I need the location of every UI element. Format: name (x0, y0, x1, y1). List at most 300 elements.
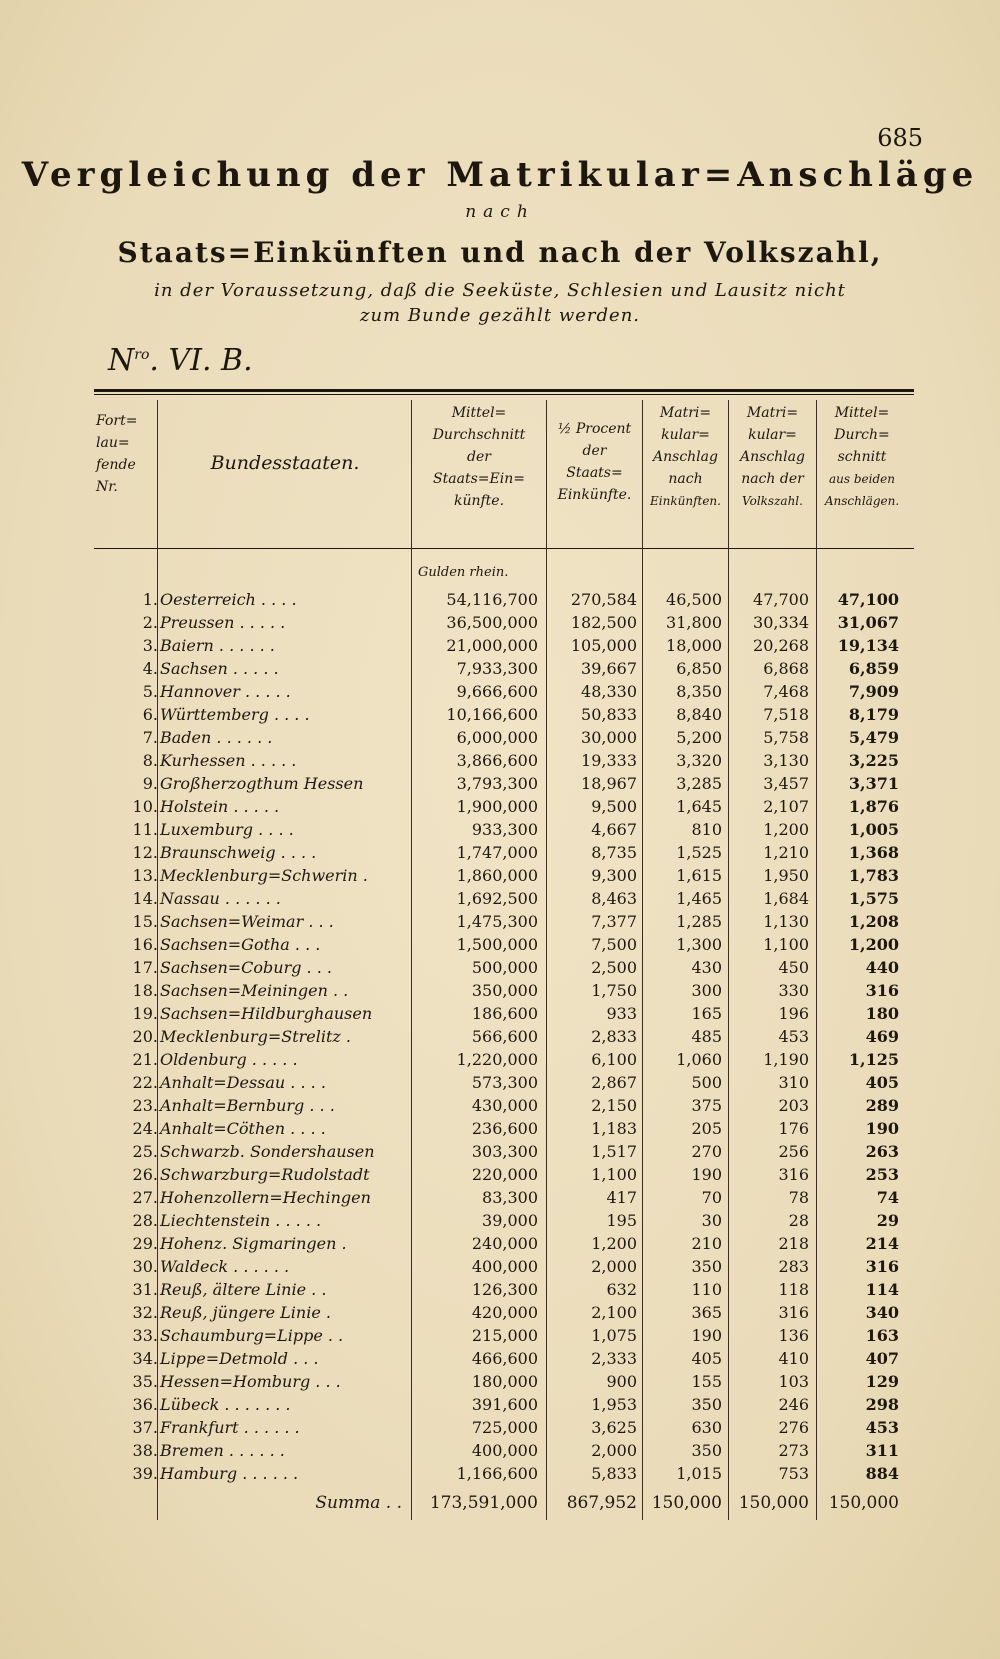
table-row (0, 1234, 1000, 1257)
table-row (0, 1372, 1000, 1395)
table-cell: 39,667 (581, 659, 637, 678)
table-cell: 405 (865, 1073, 899, 1092)
table-cell: 31,067 (837, 613, 899, 632)
table-cell: 273 (778, 1441, 809, 1460)
table-row (0, 1257, 1000, 1280)
header-text: Mittel= (834, 405, 890, 421)
table-cell: 196 (778, 1004, 809, 1023)
table-cell: 126,300 (471, 1280, 538, 1299)
table-cell: 7,909 (848, 682, 899, 701)
row-number: 8. (142, 751, 158, 770)
table-cell: 350 (691, 1257, 722, 1276)
state-name: Großherzogthum Hessen (160, 774, 364, 793)
header-mittel-durchschnitt (412, 402, 546, 512)
table-row (0, 659, 1000, 682)
header-text: nach der (741, 471, 804, 487)
table-cell: 3,625 (591, 1418, 637, 1437)
table-cell: 453 (778, 1027, 809, 1046)
table-cell: 1,200 (763, 820, 809, 839)
table-cell: 7,933,300 (456, 659, 538, 678)
header-text: Durch= (834, 427, 890, 443)
table-row (0, 1004, 1000, 1027)
table-cell: 2,833 (591, 1027, 637, 1046)
header-text: Matri= (746, 405, 799, 421)
table-cell: 350 (691, 1441, 722, 1460)
row-number: 10. (132, 797, 158, 816)
state-name: Schwarzb. Sondershausen (160, 1142, 375, 1161)
table-cell: 103 (778, 1372, 809, 1391)
table-cell: 270 (691, 1142, 722, 1161)
table-number-sup: ro (134, 347, 150, 363)
table-cell: 810 (691, 820, 722, 839)
row-number: 31. (132, 1280, 158, 1299)
table-cell: 1,200 (591, 1234, 637, 1253)
table-cell: 129 (865, 1372, 899, 1391)
table-cell: 186,600 (471, 1004, 538, 1023)
table-cell: 39,000 (482, 1211, 538, 1230)
table-cell: 1,876 (848, 797, 899, 816)
table-row (0, 1441, 1000, 1464)
table-cell: 753 (778, 1464, 809, 1483)
table-cell: 78 (788, 1188, 809, 1207)
table-row (0, 1165, 1000, 1188)
table-cell: 3,457 (763, 774, 809, 793)
row-number: 5. (142, 682, 158, 701)
header-mittel-beiden (817, 402, 907, 512)
table-cell: 410 (778, 1349, 809, 1368)
table-cell: 9,666,600 (456, 682, 538, 701)
state-name: Holstein . . . . . (160, 797, 280, 816)
table-cell: 47,700 (753, 590, 809, 609)
table-cell: 316 (778, 1165, 809, 1184)
row-number: 19. (132, 1004, 158, 1023)
table-cell: 2,150 (591, 1096, 637, 1115)
row-number: 1. (142, 590, 158, 609)
header-text: aus beiden (829, 472, 895, 486)
table-cell: 3,225 (848, 751, 899, 770)
row-number: 30. (132, 1257, 158, 1276)
state-name: Reuß, ältere Linie . . (160, 1280, 327, 1299)
table-cell: 5,479 (848, 728, 899, 747)
table-cell: 180 (865, 1004, 899, 1023)
state-name: Liechtenstein . . . . . (160, 1211, 322, 1230)
table-cell: 1,900,000 (456, 797, 538, 816)
state-name: Sachsen=Hildburghausen (160, 1004, 373, 1023)
header-text: Einkünften. (650, 494, 721, 508)
table-cell: 1,005 (848, 820, 899, 839)
row-number: 28. (132, 1211, 158, 1230)
state-name: Hohenzollern=Hechingen (160, 1188, 371, 1207)
state-name: Baden . . . . . . (160, 728, 273, 747)
table-cell: 7,518 (763, 705, 809, 724)
top-rule-thin (94, 394, 914, 395)
state-name: Württemberg . . . . (160, 705, 310, 724)
table-cell: 303,300 (471, 1142, 538, 1161)
table-cell: 10,166,600 (446, 705, 538, 724)
table-cell: 1,645 (676, 797, 722, 816)
table-cell: 400,000 (471, 1257, 538, 1276)
header-nr (96, 410, 156, 498)
table-cell: 176 (778, 1119, 809, 1138)
table-cell: 136 (778, 1326, 809, 1345)
table-cell: 118 (778, 1280, 809, 1299)
table-cell: 1,465 (676, 889, 722, 908)
table-cell: 1,210 (763, 843, 809, 862)
table-row (0, 1349, 1000, 1372)
table-cell: 3,371 (848, 774, 899, 793)
row-number: 13. (132, 866, 158, 885)
table-cell: 1,130 (763, 912, 809, 931)
table-cell: 1,575 (848, 889, 899, 908)
table-cell: 276 (778, 1418, 809, 1437)
state-name: Oesterreich . . . . (160, 590, 297, 609)
state-name: Bremen . . . . . . (160, 1441, 285, 1460)
table-cell: 1,953 (591, 1395, 637, 1414)
row-number: 4. (142, 659, 158, 678)
header-bundesstaaten (160, 452, 410, 474)
table-number-n: N (108, 343, 135, 378)
table-cell: 450 (778, 958, 809, 977)
table-cell: 407 (865, 1349, 899, 1368)
table-cell: 500 (691, 1073, 722, 1092)
state-name: Anhalt=Cöthen . . . . (160, 1119, 326, 1138)
state-name: Kurhessen . . . . . (160, 751, 297, 770)
table-cell: 9,500 (591, 797, 637, 816)
state-name: Oldenburg . . . . . (160, 1050, 298, 1069)
table-cell: 218 (778, 1234, 809, 1253)
table-cell: 417 (606, 1188, 637, 1207)
header-text: der (582, 443, 607, 459)
row-number: 6. (142, 705, 158, 724)
table-cell: 298 (865, 1395, 899, 1414)
table-cell: 190 (691, 1326, 722, 1345)
row-number: 3. (142, 636, 158, 655)
header-text: schnitt (837, 449, 887, 465)
row-number: 16. (132, 935, 158, 954)
table-row (0, 958, 1000, 981)
row-number: 33. (132, 1326, 158, 1345)
state-name: Hamburg . . . . . . (160, 1464, 299, 1483)
table-cell: 566,600 (471, 1027, 538, 1046)
table-cell: 2,000 (591, 1257, 637, 1276)
table-cell: 2,500 (591, 958, 637, 977)
table-row (0, 1027, 1000, 1050)
state-name: Sachsen=Coburg . . . (160, 958, 332, 977)
table-cell: 310 (778, 1073, 809, 1092)
row-number: 25. (132, 1142, 158, 1161)
table-cell: 1,368 (848, 843, 899, 862)
table-cell: 240,000 (471, 1234, 538, 1253)
table-cell: 263 (865, 1142, 899, 1161)
table-cell: 1,525 (676, 843, 722, 862)
table-row (0, 843, 1000, 866)
table-cell: 4,667 (591, 820, 637, 839)
table-cell: 3,320 (676, 751, 722, 770)
state-name: Waldeck . . . . . . (160, 1257, 290, 1276)
table-cell: 1,300 (676, 935, 722, 954)
header-text: der (467, 449, 491, 465)
table-cell: 630 (691, 1418, 722, 1437)
table-cell: 47,100 (837, 590, 899, 609)
table-cell: 7,500 (591, 935, 637, 954)
table-cell: 19,333 (581, 751, 637, 770)
table-row (0, 912, 1000, 935)
table-cell: 1,060 (676, 1050, 722, 1069)
table-cell: 365 (691, 1303, 722, 1322)
table-cell: 1,208 (848, 912, 899, 931)
row-number: 2. (142, 613, 158, 632)
table-cell: 1,166,600 (456, 1464, 538, 1483)
table-row (0, 1073, 1000, 1096)
table-cell: 83,300 (482, 1188, 538, 1207)
top-rule-thick (94, 389, 914, 392)
header-text: kular= (661, 427, 710, 443)
table-cell: 28 (788, 1211, 809, 1230)
state-name: Hohenz. Sigmaringen . (160, 1234, 347, 1253)
table-cell: 6,100 (591, 1050, 637, 1069)
table-cell: 3,866,600 (456, 751, 538, 770)
state-name: Hannover . . . . . (160, 682, 291, 701)
summa-cell: 150,000 (828, 1493, 899, 1513)
state-name: Sachsen=Gotha . . . (160, 935, 321, 954)
header-text: Anschlag (653, 449, 718, 465)
summa-cell: 150,000 (651, 1493, 722, 1513)
table-cell: 884 (865, 1464, 899, 1483)
header-text: Staats= (566, 465, 623, 481)
row-number: 12. (132, 843, 158, 862)
table-cell: 30,000 (581, 728, 637, 747)
table-cell: 300 (691, 981, 722, 1000)
table-row (0, 682, 1000, 705)
state-name: Sachsen=Meiningen . . (160, 981, 349, 1000)
table-cell: 933,300 (471, 820, 538, 839)
table-cell: 215,000 (471, 1326, 538, 1345)
table-cell: 2,107 (763, 797, 809, 816)
summa-cell: 150,000 (738, 1493, 809, 1513)
table-cell: 632 (606, 1280, 637, 1299)
state-name: Reuß, jüngere Linie . (160, 1303, 331, 1322)
table-cell: 256 (778, 1142, 809, 1161)
header-text: Mittel= (451, 405, 507, 421)
header-text: fende (96, 457, 136, 473)
table-cell: 440 (865, 958, 899, 977)
row-number: 35. (132, 1372, 158, 1391)
table-cell: 205 (691, 1119, 722, 1138)
table-cell: 725,000 (471, 1418, 538, 1437)
table-cell: 2,867 (591, 1073, 637, 1092)
table-cell: 30 (701, 1211, 722, 1230)
table-cell: 1,950 (763, 866, 809, 885)
table-cell: 182,500 (570, 613, 637, 632)
table-cell: 2,333 (591, 1349, 637, 1368)
table-row (0, 774, 1000, 797)
table-cell: 50,833 (581, 705, 637, 724)
table-cell: 270,584 (570, 590, 637, 609)
table-cell: 330 (778, 981, 809, 1000)
header-text: ½ Procent (557, 421, 632, 437)
table-cell: 1,783 (848, 866, 899, 885)
table-cell: 18,000 (666, 636, 722, 655)
table-cell: 573,300 (471, 1073, 538, 1092)
row-number: 15. (132, 912, 158, 931)
table-cell: 74 (876, 1188, 899, 1207)
table-cell: 1,075 (591, 1326, 637, 1345)
row-number: 22. (132, 1073, 158, 1092)
row-number: 11. (132, 820, 158, 839)
table-cell: 8,735 (591, 843, 637, 862)
header-text: Nr. (96, 479, 118, 495)
row-number: 36. (132, 1395, 158, 1414)
table-cell: 163 (865, 1326, 899, 1345)
state-name: Baiern . . . . . . (160, 636, 275, 655)
table-cell: 1,747,000 (456, 843, 538, 862)
table-cell: 316 (778, 1303, 809, 1322)
table-cell: 500,000 (471, 958, 538, 977)
table-cell: 316 (865, 1257, 899, 1276)
table-row (0, 797, 1000, 820)
table-cell: 214 (865, 1234, 899, 1253)
title-line-2: nach (465, 202, 535, 222)
header-text: lau= (96, 435, 130, 451)
table-cell: 220,000 (471, 1165, 538, 1184)
state-name: Mecklenburg=Schwerin . (160, 866, 368, 885)
table-cell: 6,000,000 (456, 728, 538, 747)
header-anschlag-volkszahl (729, 402, 816, 512)
table-row (0, 981, 1000, 1004)
table-row (0, 751, 1000, 774)
table-cell: 6,850 (676, 659, 722, 678)
table-cell: 420,000 (471, 1303, 538, 1322)
table-number (108, 343, 253, 378)
header-text: Anschlag (740, 449, 805, 465)
header-text: Bundesstaaten. (210, 452, 360, 474)
table-cell: 8,840 (676, 705, 722, 724)
table-cell: 210 (691, 1234, 722, 1253)
table-row (0, 590, 1000, 613)
table-cell: 30,334 (753, 613, 809, 632)
table-cell: 155 (691, 1372, 722, 1391)
header-text: Fort= (96, 413, 138, 429)
table-cell: 180,000 (471, 1372, 538, 1391)
state-name: Hessen=Homburg . . . (160, 1372, 341, 1391)
table-cell: 8,179 (848, 705, 899, 724)
table-row (0, 613, 1000, 636)
table-cell: 6,868 (763, 659, 809, 678)
table-cell: 1,285 (676, 912, 722, 931)
table-cell: 405 (691, 1349, 722, 1368)
header-text: Matri= (659, 405, 712, 421)
table-cell: 236,600 (471, 1119, 538, 1138)
unit-label: Gulden rhein. (418, 565, 509, 580)
table-cell: 289 (865, 1096, 899, 1115)
header-text: künfte. (453, 493, 505, 509)
row-number: 7. (142, 728, 158, 747)
header-procent (547, 418, 642, 506)
table-cell: 1,220,000 (456, 1050, 538, 1069)
table-cell: 2,100 (591, 1303, 637, 1322)
table-cell: 18,967 (581, 774, 637, 793)
table-row (0, 1142, 1000, 1165)
summa-cell: 867,952 (566, 1493, 637, 1513)
table-row (0, 1326, 1000, 1349)
table-cell: 430 (691, 958, 722, 977)
state-name: Braunschweig . . . . (160, 843, 317, 862)
state-name: Anhalt=Dessau . . . . (160, 1073, 326, 1092)
table-cell: 246 (778, 1395, 809, 1414)
table-cell: 391,600 (471, 1395, 538, 1414)
table-cell: 253 (865, 1165, 899, 1184)
table-cell: 469 (865, 1027, 899, 1046)
table-cell: 1,125 (848, 1050, 899, 1069)
table-cell: 9,300 (591, 866, 637, 885)
row-number: 23. (132, 1096, 158, 1115)
table-cell: 165 (691, 1004, 722, 1023)
table-row (0, 1464, 1000, 1487)
table-row (0, 866, 1000, 889)
table-cell: 31,800 (666, 613, 722, 632)
state-name: Frankfurt . . . . . . (160, 1418, 300, 1437)
table-cell: 1,692,500 (456, 889, 538, 908)
table-cell: 36,500,000 (446, 613, 538, 632)
table-cell: 5,200 (676, 728, 722, 747)
state-name: Lübeck . . . . . . . (160, 1395, 291, 1414)
state-name: Mecklenburg=Strelitz . (160, 1027, 352, 1046)
table-row (0, 889, 1000, 912)
table-row (0, 705, 1000, 728)
row-number: 9. (142, 774, 158, 793)
header-text: nach (668, 471, 703, 487)
row-number: 21. (132, 1050, 158, 1069)
table-cell: 1,183 (591, 1119, 637, 1138)
state-name: Sachsen . . . . . (160, 659, 279, 678)
table-row (0, 1096, 1000, 1119)
table-cell: 105,000 (570, 636, 637, 655)
row-number: 27. (132, 1188, 158, 1207)
row-number: 37. (132, 1418, 158, 1437)
table-row (0, 1119, 1000, 1142)
row-number: 34. (132, 1349, 158, 1368)
table-cell: 1,500,000 (456, 935, 538, 954)
row-number: 38. (132, 1441, 158, 1460)
summa-label: Summa . . (315, 1493, 402, 1513)
title-line-3: Staats=Einkünften und nach der Volkszahl, (117, 236, 883, 269)
table-cell: 316 (865, 981, 899, 1000)
table-cell: 70 (701, 1188, 722, 1207)
table-cell: 195 (606, 1211, 637, 1230)
table-cell: 8,350 (676, 682, 722, 701)
state-name: Schaumburg=Lippe . . (160, 1326, 344, 1345)
summa-cell: 173,591,000 (429, 1493, 538, 1513)
header-anschlag-einkuenfte (643, 402, 728, 512)
title-line-1: Vergleichung der Matrikular=Anschläge (21, 155, 979, 195)
table-cell: 54,116,700 (446, 590, 538, 609)
table-cell: 350 (691, 1395, 722, 1414)
table-row (0, 1395, 1000, 1418)
header-text: Einkünfte. (557, 487, 632, 503)
table-cell: 3,285 (676, 774, 722, 793)
table-cell: 7,468 (763, 682, 809, 701)
page-number: 685 (877, 124, 923, 152)
header-text: Anschlägen. (824, 494, 900, 508)
table-cell: 1,517 (591, 1142, 637, 1161)
header-text: Staats=Ein= (433, 471, 525, 487)
table-cell: 5,833 (591, 1464, 637, 1483)
row-number: 18. (132, 981, 158, 1000)
state-name: Nassau . . . . . . (160, 889, 281, 908)
table-cell: 46,500 (666, 590, 722, 609)
table-row (0, 1280, 1000, 1303)
table-cell: 340 (865, 1303, 899, 1322)
